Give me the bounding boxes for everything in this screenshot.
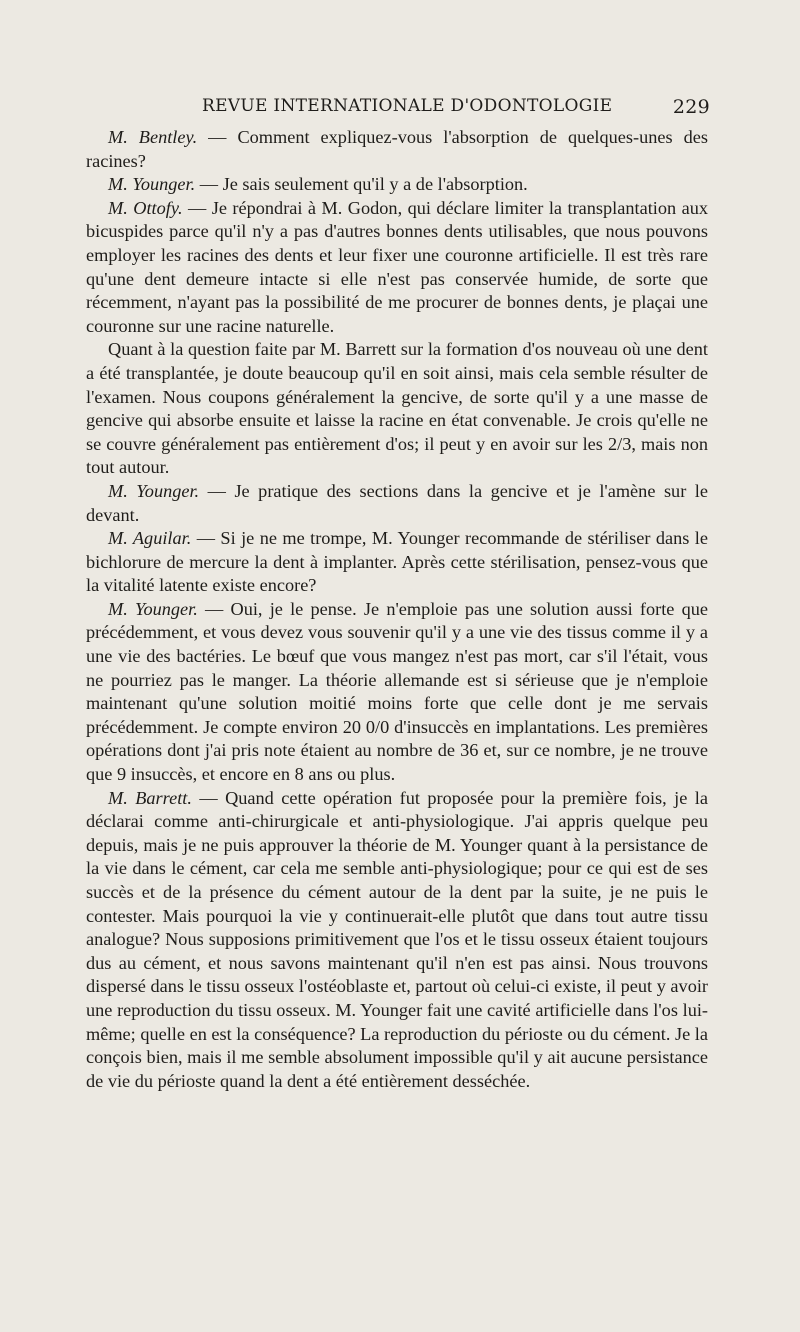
speaker-name: M. Younger. xyxy=(108,598,198,619)
paragraph xyxy=(86,197,708,339)
paragraph xyxy=(86,126,708,173)
page-header xyxy=(86,96,710,120)
paragraph-text: — Quand cette opération fut proposée pour la première fois, je la déclarai comme anti-chirurgicale et anti-physiologique. J'ai appris quelque peu depuis, mais je ne puis approuver la théorie de M. Younger quant à la persistance de la vie dans le cément, car cela me semble anti-physiologique; pour ce qui est de ses succès et de la présence du cément autour de la dent par la suite, je ne puis le contester. Mais pourquoi la vie y continuerait-elle plutôt que dans tout autre tissu analogue? Nous supposions primitivement que l'os et le tissu osseux étaient toujours dus au cément, et nous savons maintenant qu'il n'en est pas ainsi. Nous trouvons dispersé dans le tissu osseux l'ostéoblaste et, partout où celui-ci existe, il peut y avoir une reproduction du tissu osseux. M. Younger fait une cavité artificielle dans l'os lui-même; quelle en est la conséquence? La reproduction du périoste ou du cément. Je la conçois bien, mais il me semble absolument impossible qu'il y ait aucune persistance de vie du périoste quand la dent a été entièrement desséchée. xyxy=(86,787,708,1091)
paragraph-text: — Comment expliquez-vous l'absorption de quelques-unes des racines? xyxy=(86,127,708,171)
paragraph-text: — Je répondrai à M. Godon, qui déclare limiter la transplantation aux bicuspides parce qu'il n'y a pas d'autres bonnes dents utilisables, que nous pouvons employer les racines des dents et leur fixer une couronne artificielle. Il est très rare qu'une dent demeure intacte si elle n'est pas conservée humide, de sorte que récemment, n'ayant pas la possibilité de me procurer de bonnes dents, je plaçai une couronne sur une racine naturelle. xyxy=(86,197,709,336)
speaker-name: M. Ottofy. xyxy=(108,197,183,218)
paragraph xyxy=(86,527,708,598)
page-number: 229 xyxy=(672,96,710,118)
paragraph-text: Quant à la question faite par M. Barrett sur la formation d'os nouveau où une dent a été transplantée, je doute beaucoup qu'il en soit ainsi, mais cela semble résulter de l'examen. Nous coupons généralement la gencive, de sorte qu'il y a une masse de gencive qui absorbe ensuite et laisse la racine en état convenable. Je crois qu'elle ne se couvre généralement pas entièrement d'os; il peut y en avoir sur les 2/3, mais non tout autour. xyxy=(86,339,708,478)
body-text xyxy=(86,126,708,1093)
paragraph xyxy=(86,173,708,197)
paragraph xyxy=(86,338,708,480)
speaker-name: M. Bentley. xyxy=(108,127,198,147)
paragraph xyxy=(86,598,708,787)
paragraph-text: — Oui, je le pense. Je n'emploie pas une solution aussi forte que précédemment, et vous devez vous souvenir qu'il y a une vie des tissus comme il y a une vie des bactéries. Le bœuf que vous mangez n'est pas mort, car s'il l'était, vous ne pourriez pas le manger. La théorie allemande est si sérieuse que je n'emploie maintenant qu'une solution moitié moins forte que celle dont je me servais précédemment. Je compte environ 20 0/0 d'insuccès en implantations. Les premières opérations dont j'ai pris note étaient au nombre de 36 et, sur ce nombre, je ne trouve que 9 insuccès, et encore en 8 ans ou plus. xyxy=(86,598,708,785)
paragraph-text: — Je pratique des sections dans la gencive et je l'amène sur le devant. xyxy=(86,480,708,525)
paragraph-text: — Si je ne me trompe, M. Younger recommande de stériliser dans le bichlorure de mercure la dent à implanter. Après cette stérilisation, pensez-vous que la vitalité latente existe encore? xyxy=(86,528,708,596)
speaker-name: M. Aguilar. xyxy=(108,528,192,549)
running-title: REVUE INTERNATIONALE D'ODONTOLOGIE xyxy=(202,96,613,116)
paragraph-text: — Je sais seulement qu'il y a de l'absorption. xyxy=(195,174,528,195)
speaker-name: M. Younger. xyxy=(108,174,196,195)
speaker-name: M. Younger. xyxy=(108,480,200,501)
speaker-name: M. Barrett. xyxy=(108,787,192,808)
paragraph xyxy=(86,480,708,527)
paragraph xyxy=(86,787,708,1094)
